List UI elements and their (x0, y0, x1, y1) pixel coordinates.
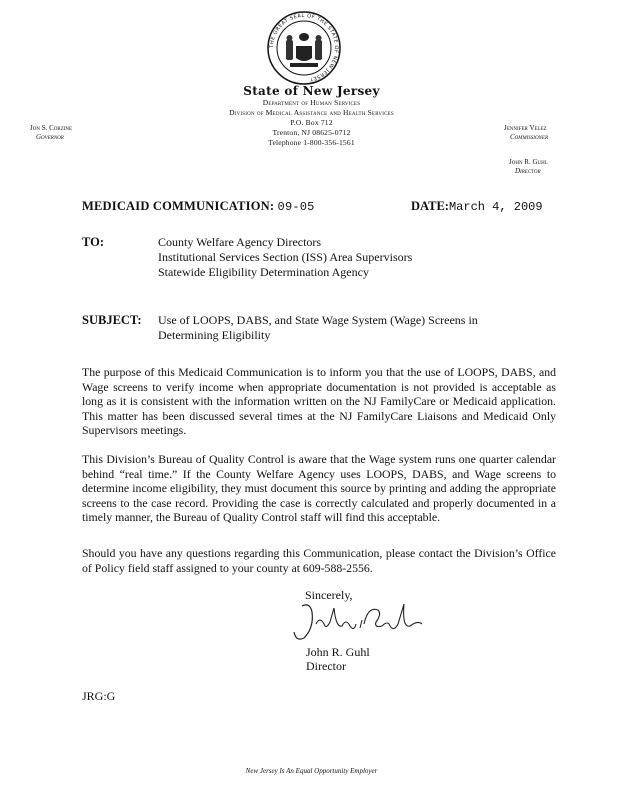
governor-title: Governor (36, 133, 64, 141)
commissioner-title: Commissioner (510, 133, 548, 141)
commissioner-name: Jennifer Velez (504, 124, 547, 132)
city-address: Trenton, NJ 08625-0712 (272, 128, 351, 137)
signer-name: John R. Guhl (306, 645, 370, 659)
date-label: DATE: (411, 199, 449, 213)
state-name: State of New Jersey (243, 84, 380, 98)
governor-name: Jon S. Corzine (30, 124, 73, 132)
date-line (411, 199, 543, 214)
communication-number-line (82, 199, 315, 214)
director-name: John R. Guhl (509, 158, 548, 166)
to-label: TO: (82, 235, 104, 249)
body-paragraph-1: The purpose of this Medicaid Communication is to inform you that the use of LOOPS, DABS, and Wage screens to verify income when appropriate documentation is not provided is acceptable as long as it is consistent with the information written on the NJ FamilyCare or Medicaid application. This matter has been discussed several times at the NJ FamilyCare Liaisons and Medicaid Only Supervisors meetings. (82, 365, 556, 437)
recipient-line: Institutional Services Section (ISS) Area Supervisors (158, 250, 413, 264)
salutation: Sincerely, (305, 588, 353, 602)
reference-initials: JRG:G (82, 689, 116, 703)
commissioner-block (504, 124, 548, 142)
communication-label: MEDICAID COMMUNICATION: (82, 199, 275, 213)
recipient-line: Statewide Eligibility Determination Agency (158, 265, 369, 279)
telephone: Telephone 1-800-356-1561 (268, 138, 355, 147)
department-name: Department of Human Services (262, 98, 361, 107)
recipient-line: County Welfare Agency Directors (158, 235, 322, 249)
to-recipients (158, 235, 412, 280)
seal-text: THE GREAT SEAL OF THE STATE OF NEW JERSEY (268, 12, 340, 83)
date-value: March 4, 2009 (448, 200, 543, 214)
division-name: Division of Medical Assistance and Health Services (229, 108, 394, 117)
director-title: Director (515, 167, 541, 175)
body-paragraph-2: This Division’s Bureau of Quality Control is aware that the Wage system runs one quarter calendar behind “real time.” If the County Welfare Agency uses LOOPS, DABS, and Wage screens to determine income eligibility, they must document this source by printing and adding the appropriate screens to the case record. Providing the case is correctly calculated and properly documented in a timely manner, the Bureau of Quality Control staff will find this acceptable. (82, 452, 556, 524)
subject-text: Use of LOOPS, DABS, and State Wage System (Wage) Screens in Determining Eligibility (158, 313, 478, 342)
communication-number: 09-05 (277, 200, 315, 214)
footer-eoe: New Jersey Is An Equal Opportunity Employer (245, 767, 378, 775)
state-seal (266, 10, 342, 86)
po-box: P.O. Box 712 (290, 118, 333, 127)
subject-label: SUBJECT: (82, 313, 142, 327)
signature (290, 598, 430, 646)
governor-block (30, 124, 72, 142)
body-paragraph-3: Should you have any questions regarding this Communication, please contact the Division’s Office of Policy field staff assigned to your county at 609-588-2556. (82, 546, 556, 575)
director-block (509, 158, 548, 176)
signer-title: Director (306, 659, 346, 673)
